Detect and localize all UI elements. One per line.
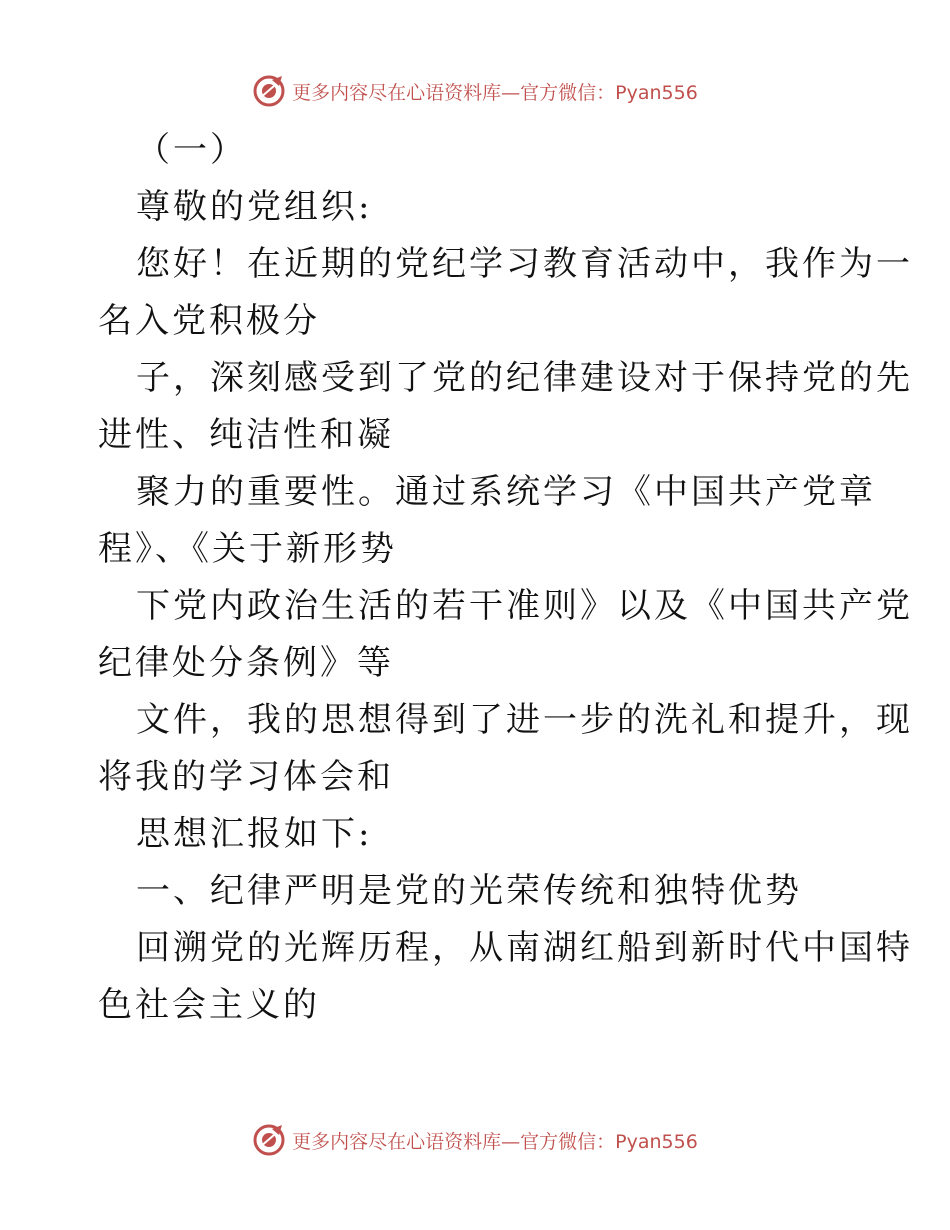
brand-logo-icon [252, 74, 286, 108]
paragraph-line: 将我的学习体会和 [98, 757, 394, 797]
paragraph-line: 下党内政治生活的若干准则》以及《中国共产党 [136, 586, 913, 626]
section-heading: 一、纪律严明是党的光荣传统和独特优势 [136, 871, 802, 911]
document-body [98, 122, 913, 1034]
paragraph-line: 思想汇报如下: [136, 814, 373, 854]
salutation: 尊敬的党组织: [136, 187, 373, 227]
footer-brand-text: 更多内容尽在心语资料库— [292, 1130, 521, 1153]
paragraph-line: 色社会主义的 [98, 985, 320, 1025]
header-contact-text: 官方微信：Pyan556 [520, 81, 698, 104]
section-number: （一） [136, 130, 247, 170]
header-banner [0, 71, 950, 111]
paragraph-line: 子，深刻感受到了党的纪律建设对于保持党的先 [136, 358, 913, 398]
paragraph-line: 进性、纯洁性和凝 [98, 415, 394, 455]
paragraph-line: 您好！在近期的党纪学习教育活动中，我作为一 [136, 244, 913, 284]
footer-contact-text: 官方微信：Pyan556 [520, 1130, 698, 1153]
footer-banner [0, 1120, 950, 1160]
paragraph-line: 名入党积极分 [98, 301, 320, 341]
header-brand-text: 更多内容尽在心语资料库— [292, 81, 521, 104]
paragraph-line: 纪律处分条例》等 [98, 643, 394, 683]
paragraph-line: 聚力的重要性。通过系统学习《中国共产党章 [136, 472, 876, 512]
brand-logo-icon [252, 1123, 286, 1157]
paragraph-line: 文件，我的思想得到了进一步的洗礼和提升，现 [136, 700, 913, 740]
paragraph-line: 程》、《关于新形势 [98, 529, 397, 569]
paragraph-line: 回溯党的光辉历程，从南湖红船到新时代中国特 [136, 928, 913, 968]
